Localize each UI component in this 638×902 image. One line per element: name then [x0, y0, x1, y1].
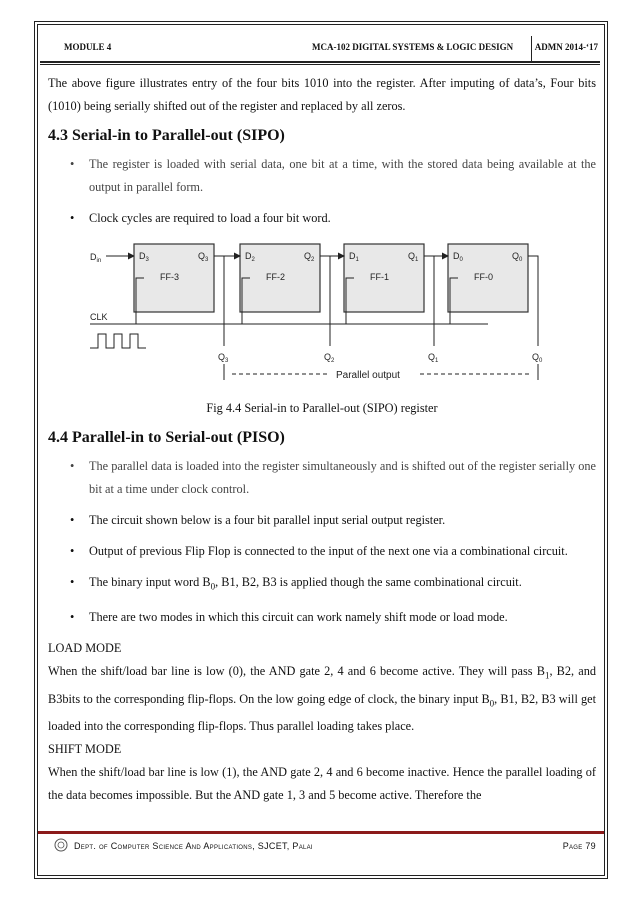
- figure-caption: Fig 4.4 Serial-in to Parallel-out (SIPO) register: [206, 401, 438, 415]
- section-heading-piso: 4.4 Parallel-in to Serial-out (PISO): [48, 429, 285, 446]
- intro-paragraph: The above figure illustrates entry of the four bits 1010 into the register. After imputing of data’s, Four bits (1010) being serially shifted out of the register and replaced by all zeros.: [48, 76, 596, 113]
- sipo-register-diagram: [48, 238, 596, 393]
- page-header: [60, 38, 598, 60]
- piso-bullet: • The binary input word $B_0$, B1, B2, B3 is applied though the same combinational circuit.: [48, 571, 596, 598]
- load-mode-paragraph: When the shift/load bar line is low (0), the AND gate 2, 4 and 6 become active. They will pass $B_1$, B2, and B3bits to the corresponding flip-flops. On the low going edge of clock, the binary input $B_0$, B1, B2, B3 will get loaded into the corresponding flip-flops. Thus parallel loading takes place.: [48, 664, 597, 734]
- svg-text:FF-3: FF-3: [160, 272, 179, 282]
- flip-flop-ff1: [344, 244, 424, 312]
- svg-text:FF-2: FF-2: [266, 272, 285, 282]
- svg-text:Q0: $Q_0$: [512, 251, 523, 263]
- clk-label: CLK: [90, 312, 108, 322]
- piso-bullet: • There are two modes in which this circuit can work namely shift mode or load mode.: [48, 606, 596, 629]
- svg-text:Q3: $Q_3$: [198, 251, 209, 263]
- piso-bullet-list: [48, 455, 596, 629]
- flip-flop-ff2: [240, 244, 320, 312]
- flip-flop-ff0: [448, 244, 528, 312]
- footer-rule: [38, 831, 604, 834]
- header-course: MCA-102 DIGITAL SYSTEMS & LOGIC DESIGN: [312, 42, 514, 52]
- section-heading-sipo: 4.3 Serial-in to Parallel-out (SIPO): [48, 127, 285, 144]
- sipo-diagram-svg: [48, 238, 596, 393]
- svg-text:FF-0: FF-0: [474, 272, 493, 282]
- footer-page-number: Page 79: [562, 841, 596, 851]
- svg-text:Q0: $Q_0$: [532, 352, 543, 364]
- svg-text:D3: $D_3$: [139, 251, 149, 263]
- shift-mode-title: SHIFT MODE: [48, 742, 122, 757]
- svg-text:FF-1: FF-1: [370, 272, 389, 282]
- din-label: $D_{in}$: [90, 252, 102, 264]
- svg-text:D1: $D_1$: [349, 251, 359, 263]
- svg-text:Q2: $Q_2$: [324, 352, 335, 364]
- piso-bullet: • The parallel data is loaded into the register simultaneously and is shifted out of the register serially one bit at a time under clock control.: [48, 455, 596, 501]
- header-module: MODULE 4: [64, 42, 112, 52]
- page-content: [48, 72, 596, 807]
- svg-text:Q1: $Q_1$: [428, 352, 439, 364]
- svg-text:Q2: $Q_2$: [304, 251, 315, 263]
- load-mode-title: LOAD MODE: [48, 641, 122, 656]
- header-rule-thin: [40, 64, 600, 65]
- piso-bullet: • The circuit shown below is a four bit parallel input serial output register.: [48, 509, 596, 532]
- sipo-bullet: • The register is loaded with serial data, one bit at a time, with the stored data being available at the output in parallel form.: [48, 153, 596, 199]
- sipo-bullet: • Clock cycles are required to load a four bit word.: [48, 207, 596, 230]
- header-divider: [531, 36, 532, 62]
- clock-waveform: [90, 334, 146, 348]
- header-rule: [40, 61, 600, 63]
- flip-flop-ff3: [134, 244, 214, 312]
- sipo-bullet-list: [48, 153, 596, 230]
- svg-text:D0: $D_0$: [453, 251, 463, 263]
- header-admn: ADMN 2014-‘17: [534, 42, 598, 52]
- piso-bullet: • Output of previous Flip Flop is connected to the input of the next one via a combinational circuit.: [48, 540, 596, 563]
- svg-text:Q1: $Q_1$: [408, 251, 419, 263]
- footer-department: Dept. of Computer Science And Applications, SJCET, Palai: [74, 841, 313, 851]
- shift-mode-paragraph: When the shift/load bar line is low (1), the AND gate 2, 4 and 6 become inactive. Hence the parallel loading of the data becomes impossible. But the AND gate 1, 3 and 5 become active. Therefore the: [48, 765, 596, 803]
- page-footer: [54, 838, 596, 860]
- college-logo-icon: [54, 838, 68, 852]
- svg-text:Q3: $Q_3$: [218, 352, 229, 364]
- svg-text:D2: $D_2$: [245, 251, 255, 263]
- parallel-output-label: Parallel output: [336, 370, 400, 381]
